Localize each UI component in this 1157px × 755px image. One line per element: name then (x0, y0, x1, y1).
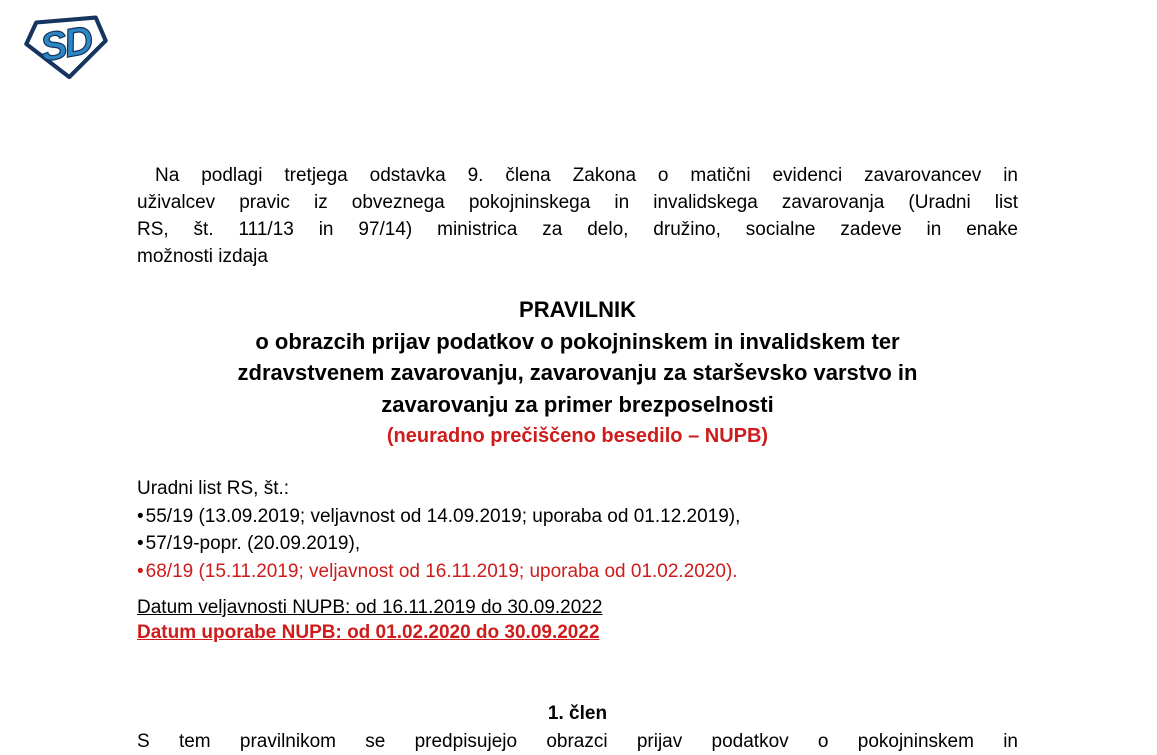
gazette-item-text: 55/19 (13.09.2019; veljavnost od 14.09.2019; uporaba od 01.12.2019), (145, 505, 741, 527)
article-1-heading: 1. člen (547, 703, 608, 724)
document-body (137, 0, 1018, 755)
sd-logo-icon (23, 9, 109, 79)
gazette-item (137, 558, 1018, 586)
gazette-item-text: 68/19 (15.11.2019; veljavnost od 16.11.2019; uporaba od 01.02.2020). (145, 560, 738, 582)
validity-block (137, 596, 1018, 645)
gazette-heading: Uradni list RS, št.: (137, 478, 290, 499)
gazette-list (137, 475, 1018, 585)
intro-line: možnosti izdaja (137, 246, 268, 267)
article-1-body: S tem pravilnikom se predpisujejo obrazci prijav podatkov o pokojninskem in (137, 730, 1018, 752)
gazette-item (137, 503, 1018, 531)
gazette-item-text: 57/19-popr. (20.09.2019), (145, 533, 361, 554)
document-subtitle: o obrazcih prijav podatkov o pokojninskem in invalidskem ter (255, 328, 900, 354)
document-subtitle: zdravstvenem zavarovanju, zavarovanju za starševsko varstvo in (237, 360, 918, 385)
title-block (137, 294, 1018, 450)
intro-line: uživalcev pravic iz obveznega pokojninskega in invalidskega zavarovanja (Uradni list (137, 192, 1018, 213)
application-period: Datum uporabe NUPB: od 01.02.2020 do 30.09.2022 (137, 621, 600, 643)
bullet-icon: • (137, 560, 144, 582)
intro-paragraph (137, 162, 1018, 270)
document-subtitle: zavarovanju za primer brezposelnosti (381, 391, 774, 417)
unofficial-consolidated-note: (neuradno prečiščeno besedilo – NUPB) (386, 425, 769, 447)
gazette-item (137, 530, 1018, 558)
intro-line: RS, št. 111/13 in 97/14) ministrica za delo, družino, socialne zadeve in enake (137, 219, 1018, 240)
document-title: PRAVILNIK (519, 297, 636, 322)
intro-line: Na podlagi tretjega odstavka 9. člena Zakona o matični evidenci zavarovancev in (155, 165, 1018, 186)
logo-letters: SD (37, 18, 95, 71)
bullet-icon: • (137, 533, 144, 554)
bullet-icon: • (137, 505, 144, 527)
validity-period: Datum veljavnosti NUPB: od 16.11.2019 do 30.09.2022 (137, 597, 603, 618)
